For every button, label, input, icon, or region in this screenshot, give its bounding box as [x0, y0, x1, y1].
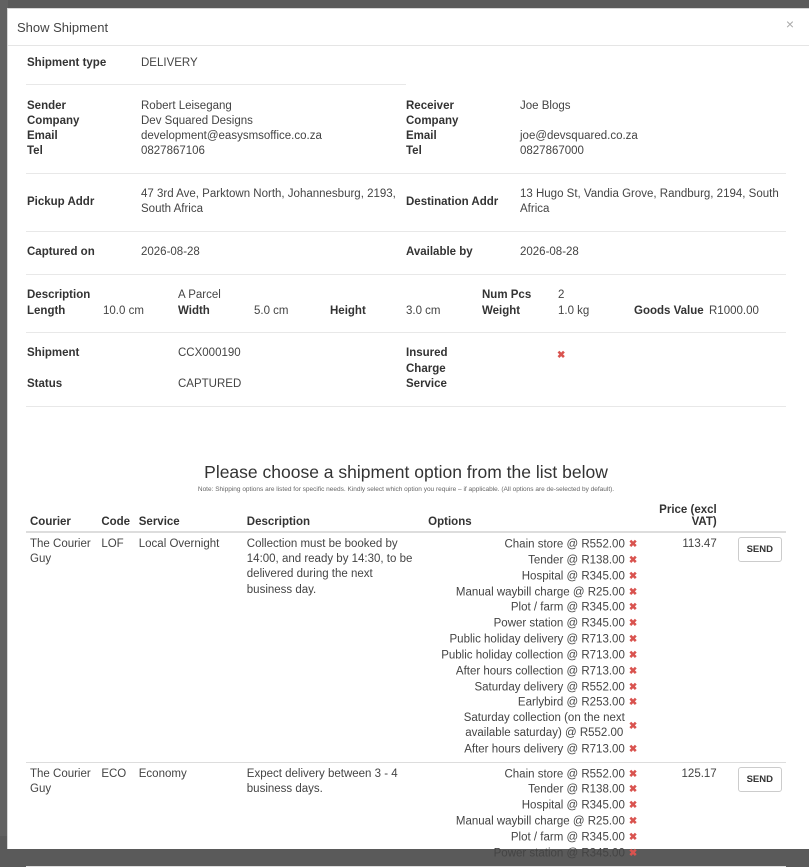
description-cell: [243, 762, 424, 866]
code-cell: LOF: [97, 532, 134, 762]
table-row: [26, 532, 786, 762]
option-label: Public holiday delivery @ R713.00: [449, 633, 625, 646]
col-price: [641, 501, 720, 532]
receiver-label: Receiver: [406, 100, 454, 112]
option-label: Power station @ R345.00: [493, 617, 625, 630]
sender-email: development@easysmsoffice.co.za: [141, 130, 322, 142]
table-row: [26, 762, 786, 866]
option-label: Hospital @ R345.00: [521, 799, 625, 812]
charge-label: Charge: [406, 363, 446, 375]
modal-header: [8, 9, 809, 46]
remove-option-icon[interactable]: ✖: [628, 554, 638, 566]
receiver-tel-label: Tel: [406, 145, 422, 157]
price-cell: 113.47: [641, 532, 720, 762]
option-item[interactable]: [428, 830, 637, 846]
remove-option-icon[interactable]: ✖: [628, 665, 638, 677]
description-line: business days.: [246, 782, 323, 795]
remove-option-icon[interactable]: ✖: [628, 586, 638, 598]
remove-option-icon[interactable]: ✖: [628, 816, 638, 828]
option-item[interactable]: [428, 742, 637, 758]
col-service: Service: [135, 501, 243, 532]
divider: [26, 173, 786, 174]
width-label: Width: [178, 305, 210, 317]
table-header-row: [26, 501, 786, 532]
option-item[interactable]: [428, 664, 637, 680]
remove-option-icon[interactable]: ✖: [628, 847, 638, 859]
remove-option-icon[interactable]: ✖: [628, 634, 638, 646]
captured-on-label: Captured on: [27, 246, 95, 258]
service-cell: Local Overnight: [135, 532, 243, 762]
table-body: [26, 532, 786, 866]
pickup-addr-line1: 47 3rd Ave, Parktown North, Johannesburg, 2193,: [141, 188, 396, 200]
option-label: Hospital @ R345.00: [521, 570, 625, 583]
option-label: Tender @ R138.00: [528, 784, 625, 797]
sender-name: Robert Leisegang: [141, 100, 232, 112]
option-label: Saturday delivery @ R552.00: [474, 681, 625, 694]
service-cell: Economy: [135, 762, 243, 866]
insured-label: Insured: [406, 347, 448, 359]
destination-addr-label: Destination Addr: [406, 196, 499, 208]
remove-option-icon[interactable]: ✖: [628, 649, 638, 661]
remove-option-icon[interactable]: ✖: [628, 784, 638, 796]
goods-value: R1000.00: [709, 305, 759, 317]
description-cell: [243, 532, 424, 762]
sender-tel-label: Tel: [27, 145, 43, 157]
action-cell: [721, 532, 786, 762]
option-item[interactable]: [428, 767, 637, 783]
divider: [26, 84, 406, 85]
option-label: Chain store @ R552.00: [504, 768, 625, 781]
sender-company: Dev Squared Designs: [141, 115, 253, 127]
receiver-email-label: Email: [406, 130, 437, 142]
receiver-email: joe@devsquared.co.za: [520, 130, 638, 142]
captured-on-value: 2026-08-28: [141, 246, 200, 258]
option-item[interactable]: [428, 616, 637, 632]
option-item[interactable]: [428, 814, 637, 830]
courier-name-line1: The Courier: [30, 538, 91, 550]
remove-option-icon[interactable]: ✖: [628, 618, 638, 630]
option-label-multiline: [464, 711, 625, 741]
divider: [26, 332, 786, 333]
option-label: Manual waybill charge @ R25.00: [455, 815, 625, 828]
show-shipment-modal: [7, 8, 809, 860]
divider: [26, 231, 786, 232]
height-label: Height: [330, 305, 366, 317]
remove-option-icon[interactable]: ✖: [628, 570, 638, 582]
length-value: 10.0 cm: [103, 305, 144, 317]
courier-name-line2: Guy: [30, 782, 52, 795]
service-label: Service: [406, 378, 447, 390]
option-label: Plot / farm @ R345.00: [510, 602, 625, 615]
options-note: Note: Shipping options are listed for specific needs. Kindly select which option you require – if applicable. (All options are de-selected by default).: [197, 486, 615, 493]
weight-label: Weight: [482, 305, 521, 317]
send-button[interactable]: SEND: [738, 767, 782, 792]
shipment-options-table: [26, 501, 786, 867]
col-code: Code: [97, 501, 134, 532]
option-label: available saturday) @ R552.00: [465, 727, 624, 740]
destination-addr-line1: 13 Hugo St, Vandia Grove, Randburg, 2194, South: [520, 188, 779, 200]
close-icon[interactable]: ×: [785, 16, 794, 32]
option-item[interactable]: [428, 711, 637, 741]
num-pcs-label: Num Pcs: [482, 289, 532, 301]
remove-option-icon[interactable]: ✖: [628, 602, 638, 614]
col-description: Description: [243, 501, 424, 532]
remove-option-icon[interactable]: ✖: [628, 697, 638, 709]
option-item[interactable]: [428, 537, 637, 553]
options-cell: [424, 762, 641, 866]
option-label: Chain store @ R552.00: [504, 538, 625, 551]
option-label: Tender @ R138.00: [528, 554, 625, 567]
option-label: Public holiday collection @ R713.00: [441, 649, 625, 662]
option-item[interactable]: [428, 600, 637, 616]
shipment-type-value: DELIVERY: [141, 57, 198, 69]
option-label: Plot / farm @ R345.00: [510, 831, 625, 844]
divider: [26, 406, 786, 407]
option-item[interactable]: [428, 680, 637, 696]
insured-no-icon: ✖: [557, 350, 566, 361]
option-item[interactable]: [428, 798, 637, 814]
available-by-label: Available by: [406, 246, 473, 258]
remove-option-icon[interactable]: ✖: [628, 768, 638, 780]
option-item[interactable]: [428, 632, 637, 648]
col-price-line2: VAT): [691, 516, 717, 528]
send-button[interactable]: SEND: [738, 537, 782, 562]
height-value: 3.0 cm: [406, 305, 441, 317]
options-heading: Please choose a shipment option from the list below: [204, 462, 608, 482]
courier-name-line1: The Courier: [30, 767, 91, 780]
shipment-number: CCX000190: [178, 347, 241, 359]
sender-email-label: Email: [27, 130, 58, 142]
option-label: Manual waybill charge @ R25.00: [455, 586, 625, 599]
courier-name-line2: Guy: [30, 553, 52, 566]
col-action: [721, 501, 786, 532]
description-value: A Parcel: [178, 289, 221, 301]
description-line: business day.: [246, 583, 317, 596]
option-label: Earlybird @ R253.00: [517, 697, 625, 710]
sender-tel: 0827867106: [141, 145, 205, 157]
remove-option-icon[interactable]: ✖: [628, 681, 638, 693]
remove-option-icon[interactable]: ✖: [628, 539, 638, 550]
width-value: 5.0 cm: [254, 305, 289, 317]
weight-value: 1.0 kg: [558, 305, 590, 317]
length-label: Length: [27, 305, 66, 317]
option-item[interactable]: [428, 648, 637, 664]
sender-company-label: Company: [27, 115, 80, 127]
description-line: 14:00, and ready by 14:30, to be: [246, 553, 413, 566]
option-item[interactable]: [428, 585, 637, 601]
col-options: Options: [424, 501, 641, 532]
pickup-addr-label: Pickup Addr: [27, 196, 95, 208]
description-line: delivered during the next: [246, 568, 373, 581]
shipment-label: Shipment: [27, 347, 80, 359]
option-label: Power station @ R345.00: [493, 847, 625, 860]
col-price-line1: Price (excl: [659, 504, 717, 516]
option-item[interactable]: [428, 846, 637, 862]
option-item[interactable]: [428, 695, 637, 711]
remove-option-icon[interactable]: ✖: [628, 720, 638, 732]
action-cell: [721, 762, 786, 866]
status-label: Status: [27, 378, 63, 390]
num-pcs-value: 2: [558, 289, 565, 301]
option-label: After hours delivery @ R713.00: [464, 743, 625, 756]
courier-cell: [26, 762, 97, 866]
available-by-value: 2026-08-28: [520, 246, 579, 258]
status-value: CAPTURED: [178, 378, 242, 390]
courier-cell: [26, 532, 97, 762]
receiver-tel: 0827867000: [520, 145, 584, 157]
options-cell: [424, 532, 641, 762]
goods-value-label: Goods Value: [634, 305, 704, 317]
description-line: Expect delivery between 3 - 4: [246, 767, 398, 780]
price-cell: 125.17: [641, 762, 720, 866]
description-line: Collection must be booked by: [246, 538, 398, 550]
sender-label: Sender: [27, 100, 66, 112]
receiver-company-label: Company: [406, 115, 459, 127]
remove-option-icon[interactable]: ✖: [628, 743, 638, 755]
option-item[interactable]: [428, 569, 637, 585]
pickup-addr-line2: South Africa: [141, 203, 204, 215]
modal-title: Show Shipment: [17, 20, 109, 35]
remove-option-icon[interactable]: ✖: [628, 831, 638, 843]
col-courier: Courier: [26, 501, 97, 532]
description-label: Description: [27, 289, 91, 301]
code-cell: ECO: [97, 762, 134, 866]
shipment-type-label: Shipment type: [27, 57, 107, 69]
option-item[interactable]: [428, 553, 637, 569]
option-label: Saturday collection (on the next: [463, 712, 625, 725]
remove-option-icon[interactable]: ✖: [628, 800, 638, 812]
destination-addr-line2: Africa: [520, 203, 550, 215]
divider: [26, 274, 786, 275]
receiver-name: Joe Blogs: [520, 100, 571, 112]
option-item[interactable]: [428, 782, 637, 798]
option-label: After hours collection @ R713.00: [455, 665, 625, 678]
